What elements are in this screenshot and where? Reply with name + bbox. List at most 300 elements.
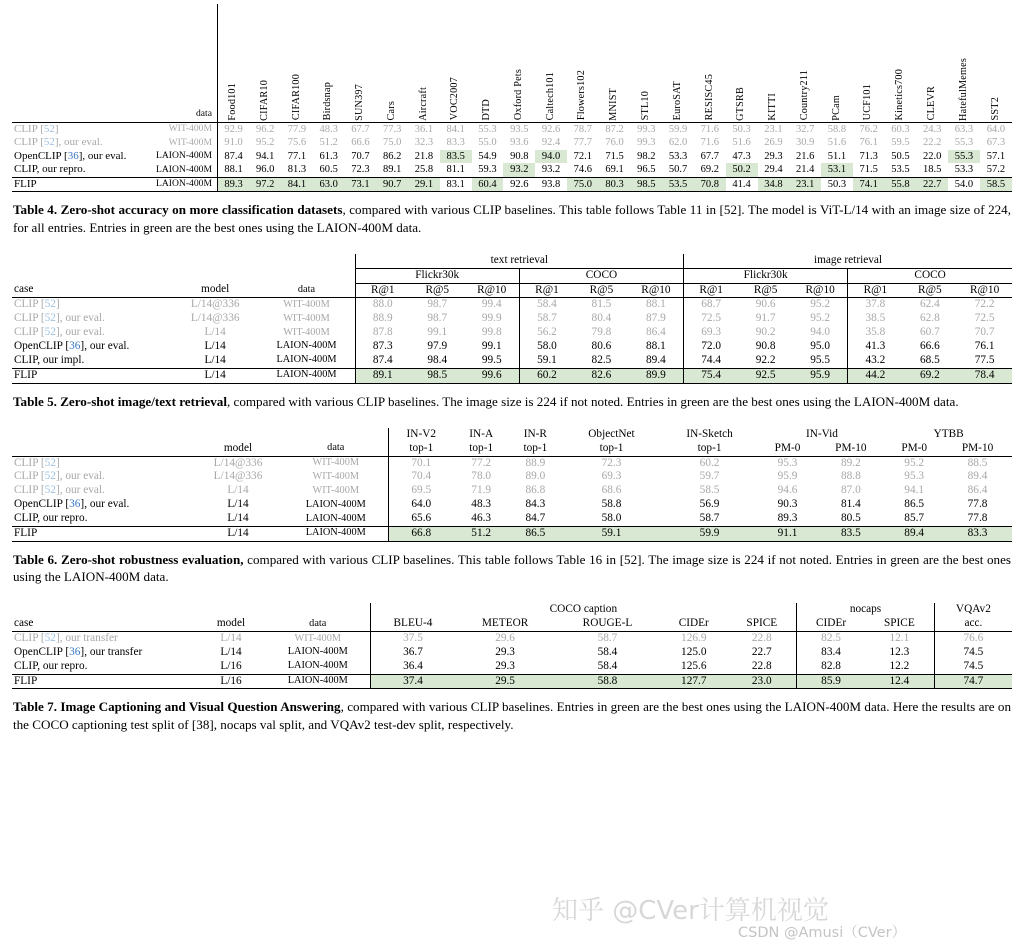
metric-value: 87.2 (599, 122, 631, 136)
metric-value: 22.8 (751, 659, 772, 672)
row-case-label: OpenCLIP [36], our eval. (14, 498, 130, 511)
column-header-metric: R@1 (684, 283, 739, 298)
row-data-source: LAION-400M (284, 526, 388, 541)
case-label-text: CLIP (14, 298, 41, 311)
zhihu-watermark: 知乎 @CVer计算机视觉 (552, 896, 829, 926)
metric-value: 23.0 (727, 674, 796, 689)
column-header-metric: R@10 (805, 283, 835, 296)
paper-page (0, 4, 1024, 733)
metric-value: 29.3 (495, 645, 515, 658)
table-7-group-row (12, 603, 1012, 617)
metric-value: 82.6 (574, 368, 629, 383)
metric-value: 83.5 (440, 150, 472, 164)
row-data-source: LAION-400M (139, 177, 217, 192)
column-header-rotated: PCam (830, 94, 842, 121)
subgroup-header: Flickr30k (355, 268, 519, 283)
metric-value: 94.1 (904, 484, 925, 497)
metric-value: 88.5 (943, 456, 1012, 470)
row-case-label: CLIP [52], our eval. (14, 470, 105, 483)
metric-value: 76.6 (934, 631, 1012, 645)
metric-value: 59.5 (891, 137, 910, 149)
metric-value: 81.4 (840, 498, 861, 511)
table-4 (12, 4, 1012, 192)
table-bottom-rule (12, 541, 1012, 542)
column-header-rotated: GTSRB (735, 86, 747, 121)
metric-value: 82.5 (591, 353, 612, 366)
column-header-rotated: VOC2007 (449, 77, 461, 121)
metric-value: 98.5 (630, 177, 662, 192)
metric-value: 58.8 (555, 674, 660, 689)
metric-value: 91.1 (759, 526, 817, 541)
metric-value: 77.1 (287, 150, 307, 162)
metric-value: 62.4 (902, 298, 957, 312)
metric-value: 54.9 (478, 150, 497, 162)
citation-link[interactable]: 52 (44, 456, 56, 469)
metric-value: 98.7 (410, 298, 465, 312)
metric-value: 57.1 (986, 150, 1006, 162)
citation-link[interactable]: 52 (43, 136, 55, 149)
metric-value: 24.3 (916, 122, 948, 136)
row-data-source: LAION-400M (266, 674, 370, 689)
group-header: IN-Vid (805, 427, 838, 440)
case-label-suffix: , our eval. (58, 136, 103, 149)
column-header-metric: R@1 (519, 283, 574, 298)
metric-value: 74.4 (684, 354, 739, 368)
metric-value: 75.4 (684, 368, 739, 383)
metric-value: 62.8 (919, 312, 940, 325)
row-data-source: WIT-400M (139, 122, 217, 136)
metric-value: 69.5 (388, 484, 454, 498)
metric-value: 29.6 (455, 631, 554, 645)
metric-value: 44.2 (848, 368, 903, 383)
column-header-rotated: STL10 (639, 91, 651, 121)
case-label-text: CLIP (14, 136, 41, 149)
metric-value: 22.7 (751, 645, 772, 658)
column-header-rotated: Cars (385, 101, 397, 121)
metric-value: 85.9 (797, 674, 865, 689)
metric-value: 69.1 (605, 164, 624, 176)
table-5 (12, 254, 1012, 384)
column-header-metric: R@1 (355, 283, 410, 298)
metric-value: 90.8 (510, 150, 529, 162)
metric-value: 95.2 (793, 298, 848, 312)
metric-value: 86.2 (383, 150, 402, 162)
metric-value: 88.1 (629, 298, 684, 312)
metric-value: 125.0 (681, 645, 707, 658)
metric-value: 51.2 (454, 526, 508, 541)
metric-value: 58.4 (597, 645, 618, 658)
metric-value: 70.7 (351, 150, 370, 162)
column-header-rotated: Flowers102 (576, 70, 588, 121)
metric-value: 68.7 (684, 298, 739, 312)
column-header-rotated: KITTI (767, 92, 779, 121)
metric-value: 84.1 (440, 122, 472, 136)
row-case-label (12, 660, 196, 674)
column-header-rotated: Caltech101 (544, 72, 556, 121)
metric-value: 90.8 (755, 339, 776, 352)
metric-value: 89.4 (646, 353, 666, 366)
citation-link[interactable]: 36 (69, 645, 81, 658)
row-data-source: WIT-400M (312, 484, 360, 496)
column-header-data: data (297, 283, 316, 295)
metric-value: 43.2 (848, 354, 903, 368)
metric-value: 81.1 (446, 164, 465, 176)
metric-value: 79.8 (591, 326, 612, 339)
case-label-suffix: , our eval. (59, 484, 105, 497)
row-data-source: WIT-400M (168, 136, 212, 148)
spacer (284, 428, 388, 442)
column-header-rotated: SUN397 (354, 83, 366, 121)
metric-value: 72.5 (684, 312, 739, 326)
metric-value: 70.8 (694, 177, 726, 192)
metric-value: 99.4 (465, 298, 520, 312)
metric-value: 89.4 (885, 526, 943, 541)
column-header-metric: PM-0 (901, 441, 928, 454)
column-header-metric: R@10 (641, 283, 671, 296)
metric-value: 89.3 (217, 177, 249, 192)
citation-link[interactable]: 36 (69, 339, 81, 352)
column-header-metric: SPICE (883, 617, 915, 630)
metric-value: 67.3 (986, 137, 1006, 149)
metric-value: 86.4 (646, 326, 666, 339)
metric-value: 58.5 (699, 484, 720, 497)
spacer (12, 254, 172, 268)
metric-value: 69.3 (601, 470, 622, 483)
metric-value: 26.9 (764, 137, 783, 149)
table-4-caption-body: , compared with various CLIP baselines. This table follows Table 11 in [52]. The model is ViT-L/14 with an image size of 224, for all entries. Entries in green are the best ones using the LAION-400M data. (13, 202, 1012, 235)
metric-value: 71.6 (700, 137, 720, 149)
metric-value: 59.1 (562, 526, 660, 541)
row-data-source: LAION-400M (156, 150, 212, 162)
case-label-text: FLIP (14, 368, 38, 381)
metric-value: 36.4 (370, 660, 455, 674)
metric-value: 127.7 (660, 674, 727, 689)
metric-value: 50.2 (726, 163, 758, 177)
case-label-suffix: , our eval. (59, 326, 105, 339)
row-data-source: WIT-400M (312, 470, 360, 482)
metric-value: 34.8 (758, 177, 790, 192)
metric-value: 66.6 (351, 137, 370, 149)
table-4-caption (13, 201, 1011, 236)
column-header-case: case (14, 283, 34, 296)
column-header-metric: R@1 (848, 283, 903, 298)
case-label-text: CLIP, our repro. (14, 659, 88, 672)
metric-value: 50.3 (821, 177, 853, 192)
metric-value: 64.0 (388, 498, 454, 512)
metric-value: 71.5 (859, 164, 878, 176)
case-label-text: OpenCLIP (14, 645, 66, 658)
metric-value: 87.4 (355, 354, 410, 368)
metric-value: 75.0 (383, 137, 402, 149)
metric-value: 36.7 (370, 646, 455, 660)
metric-value: 87.3 (355, 340, 410, 354)
metric-value: 95.2 (885, 456, 943, 470)
metric-value: 99.3 (637, 137, 656, 149)
row-case-label (12, 177, 139, 192)
metric-value: 12.4 (865, 674, 934, 689)
row-data-source: LAION-400M (258, 368, 355, 383)
metric-value: 60.2 (519, 368, 574, 383)
case-label-text: CLIP (14, 484, 41, 497)
metric-value: 97.9 (427, 339, 448, 352)
metric-value: 60.7 (919, 326, 940, 339)
row-data-source: WIT-400M (266, 631, 370, 645)
case-label-text: CLIP, our repro. (14, 163, 86, 176)
metric-value: 29.4 (764, 164, 783, 176)
column-header-metric: R@5 (753, 283, 778, 296)
metric-value: 95.5 (810, 353, 831, 366)
metric-value: 53.3 (668, 150, 688, 162)
metric-value: 91.7 (755, 312, 776, 325)
metric-value: 80.3 (599, 177, 631, 192)
metric-value: 94.1 (255, 150, 275, 162)
citation-link[interactable]: 36 (67, 149, 79, 162)
row-model: L/14 (192, 526, 284, 541)
metric-value: 61.3 (319, 150, 338, 162)
metric-value: 94.0 (810, 326, 831, 339)
metric-value: 92.5 (738, 368, 793, 383)
metric-value: 60.5 (319, 164, 338, 176)
metric-value: 67.7 (700, 150, 720, 162)
table-bottom-rule (12, 689, 1012, 690)
metric-value: 93.8 (535, 177, 567, 192)
table-row (12, 484, 1012, 498)
row-data-source: LAION-400M (276, 354, 337, 366)
metric-value: 55.3 (948, 150, 980, 164)
column-header-model: model (223, 441, 253, 454)
table-row (12, 298, 1012, 312)
metric-value: 89.1 (355, 368, 410, 383)
spacer (258, 254, 355, 268)
column-header-model: model (201, 283, 230, 296)
metric-value: 70.7 (974, 326, 995, 339)
case-label-text: CLIP (14, 631, 41, 644)
column-header-metric: R@5 (918, 283, 942, 296)
metric-value: 87.8 (355, 326, 410, 340)
row-model: L/14@336 (192, 456, 284, 470)
metric-value: 54.0 (948, 177, 980, 192)
table-row (12, 674, 1012, 689)
row-case-label (12, 674, 196, 689)
group-header: VQAv2 (934, 603, 1012, 617)
column-header-metric: BLEU-4 (370, 617, 455, 631)
metric-value: 30.9 (795, 137, 815, 149)
metric-value: 50.3 (726, 122, 758, 136)
metric-value: 58.7 (699, 511, 720, 524)
column-header-model: model (216, 617, 246, 630)
citation-link[interactable]: 52 (44, 312, 56, 325)
table-6-group-row (12, 428, 1012, 442)
row-model: L/14@336 (172, 298, 258, 312)
case-label-text: CLIP (14, 456, 41, 469)
case-label-text: FLIP (14, 526, 38, 539)
metric-value: 55.0 (478, 137, 497, 149)
table-bottom-rule (12, 383, 1012, 384)
subgroup-header: COCO (519, 268, 683, 283)
metric-value: 89.3 (777, 511, 798, 524)
column-header-rotated: RESISC45 (703, 74, 715, 121)
column-header-data: data (196, 108, 212, 120)
metric-value: 91.0 (217, 136, 249, 150)
metric-value: 18.5 (923, 164, 942, 176)
metric-value: 80.6 (591, 339, 612, 352)
metric-value: 84.1 (281, 177, 313, 192)
metric-value: 88.1 (646, 339, 666, 352)
group-header: IN-A (469, 427, 494, 440)
metric-value: 90.3 (777, 498, 798, 511)
citation-link[interactable]: 52 (44, 470, 56, 483)
metric-value: 84.3 (525, 498, 546, 511)
metric-value: 66.8 (388, 526, 454, 541)
metric-value: 71.9 (471, 484, 492, 497)
metric-value: 23.1 (758, 122, 790, 136)
metric-value: 99.1 (427, 326, 448, 339)
metric-value: 41.4 (726, 177, 758, 192)
table-4-container (12, 4, 1012, 192)
citation-link[interactable]: 52 (44, 298, 56, 311)
metric-value: 72.1 (573, 150, 592, 162)
row-case-label: CLIP [52] (12, 456, 192, 470)
row-model: L/14@336 (190, 312, 240, 325)
metric-value: 66.6 (919, 339, 940, 352)
citation-link[interactable]: 52 (44, 631, 56, 644)
spacer (12, 603, 196, 617)
metric-value: 59.3 (478, 164, 497, 176)
citation-link[interactable]: 52 (44, 326, 56, 339)
case-label-text: CLIP (14, 470, 41, 483)
metric-value: 73.1 (345, 177, 377, 192)
metric-value: 72.2 (957, 298, 1012, 312)
table-row (12, 340, 1012, 354)
column-header-metric: top-1 (697, 441, 722, 454)
metric-value: 74.7 (934, 674, 1012, 689)
metric-value: 77.7 (573, 137, 592, 149)
column-header-metric: PM-0 (774, 441, 801, 454)
row-data-source: WIT-400M (258, 298, 355, 312)
column-header-metric: R@10 (969, 283, 1000, 296)
row-case-label (12, 163, 139, 177)
metric-value: 68.5 (919, 353, 940, 366)
table-5-subgroup-row (12, 268, 1012, 283)
row-data-source: LAION-400M (287, 660, 348, 672)
table-4-header-row (12, 4, 1012, 122)
metric-value: 58.4 (597, 659, 618, 672)
metric-value: 77.9 (281, 122, 313, 136)
row-case-label (12, 526, 192, 541)
metric-value: 71.5 (605, 150, 624, 162)
subgroup-header: Flickr30k (684, 268, 848, 283)
citation-link[interactable]: 36 (69, 498, 81, 511)
table-7-caption-title: Image Captioning and Visual Question Answering (60, 699, 341, 715)
metric-value: 22.8 (727, 631, 796, 645)
metric-value: 84.7 (525, 511, 546, 524)
metric-value: 95.2 (810, 312, 831, 325)
metric-value: 89.2 (816, 456, 885, 470)
metric-value: 96.5 (637, 164, 656, 176)
row-data-source: LAION-400M (156, 163, 212, 175)
empty-corner (12, 4, 139, 122)
metric-value: 77.2 (454, 456, 508, 470)
metric-value: 95.9 (793, 368, 848, 383)
group-header: COCO caption (370, 603, 797, 617)
citation-link[interactable]: 52 (43, 122, 55, 135)
column-header-metric: R@5 (589, 283, 614, 296)
table-row (12, 312, 1012, 326)
metric-value: 93.2 (541, 164, 561, 176)
case-label-text: OpenCLIP (14, 339, 66, 352)
column-header-metric: top-1 (599, 441, 624, 454)
row-model: L/14 (227, 511, 249, 524)
table-5-caption (13, 393, 1011, 410)
metric-value: 90.2 (755, 326, 776, 339)
column-header-metric: SPICE (746, 617, 778, 630)
metric-value: 36.1 (408, 122, 440, 136)
column-header-rotated: Kinetics700 (894, 69, 906, 121)
metric-value: 70.1 (388, 456, 454, 470)
row-case-label (12, 512, 192, 526)
table-6-caption (13, 551, 1011, 586)
citation-link[interactable]: 52 (44, 484, 56, 497)
metric-value: 95.0 (810, 339, 831, 352)
metric-value: 21.6 (795, 150, 815, 162)
spacer (258, 268, 355, 283)
column-header-rotated: EuroSAT (671, 81, 683, 121)
metric-value: 95.2 (255, 137, 275, 149)
case-label-text: FLIP (14, 177, 37, 190)
metric-value: 71.3 (859, 150, 878, 162)
table-7-caption (13, 698, 1011, 733)
case-label-suffix: , our eval. (59, 470, 105, 483)
table-6-caption-title: Zero-shot robustness evaluation, (60, 551, 244, 567)
spacer (12, 442, 192, 456)
table-row (12, 150, 1012, 164)
table-7-metric-row (12, 617, 1012, 631)
table-6-caption-body: compared with various CLIP baselines. This table follows Table 16 in [52]. The image size is 224 if not noted. Entries in green are the best ones using the LAION-400M data. (13, 551, 1012, 584)
table-5-group-row (12, 254, 1012, 268)
metric-value: 88.9 (355, 312, 410, 326)
metric-value: 83.3 (943, 526, 1012, 541)
metric-value: 74.5 (934, 660, 1012, 674)
table-row (12, 177, 1012, 192)
metric-value: 48.3 (313, 122, 345, 136)
table-row (12, 526, 1012, 541)
row-case-label: CLIP [52], our eval. (14, 484, 105, 497)
table-5-caption-number: Table 5. (13, 393, 57, 409)
row-case-label: CLIP [52], our eval. (14, 326, 105, 339)
column-header-metric: top-1 (469, 441, 494, 454)
table-4-caption-number: Table 4. (13, 202, 58, 218)
metric-value: 59.9 (662, 122, 694, 136)
spacer (12, 268, 172, 283)
metric-value: 21.8 (414, 150, 434, 162)
case-label-text: OpenCLIP (14, 498, 66, 511)
metric-value: 51.6 (827, 137, 847, 149)
metric-value: 75.0 (567, 177, 599, 192)
metric-value: 92.9 (217, 122, 249, 136)
metric-value: 29.5 (455, 674, 554, 689)
metric-value: 58.8 (601, 498, 622, 511)
spacer (266, 603, 370, 617)
case-label-suffix: , our eval. (59, 312, 105, 325)
metric-value: 88.8 (840, 470, 861, 483)
group-header: IN-V2 (388, 428, 454, 442)
metric-value: 59.9 (661, 526, 759, 541)
row-data-source: LAION-400M (287, 646, 348, 658)
spacer (196, 603, 266, 617)
column-header-metric: METEOR (481, 617, 529, 630)
table-7-container (12, 603, 1012, 689)
metric-value: 98.7 (427, 312, 448, 325)
